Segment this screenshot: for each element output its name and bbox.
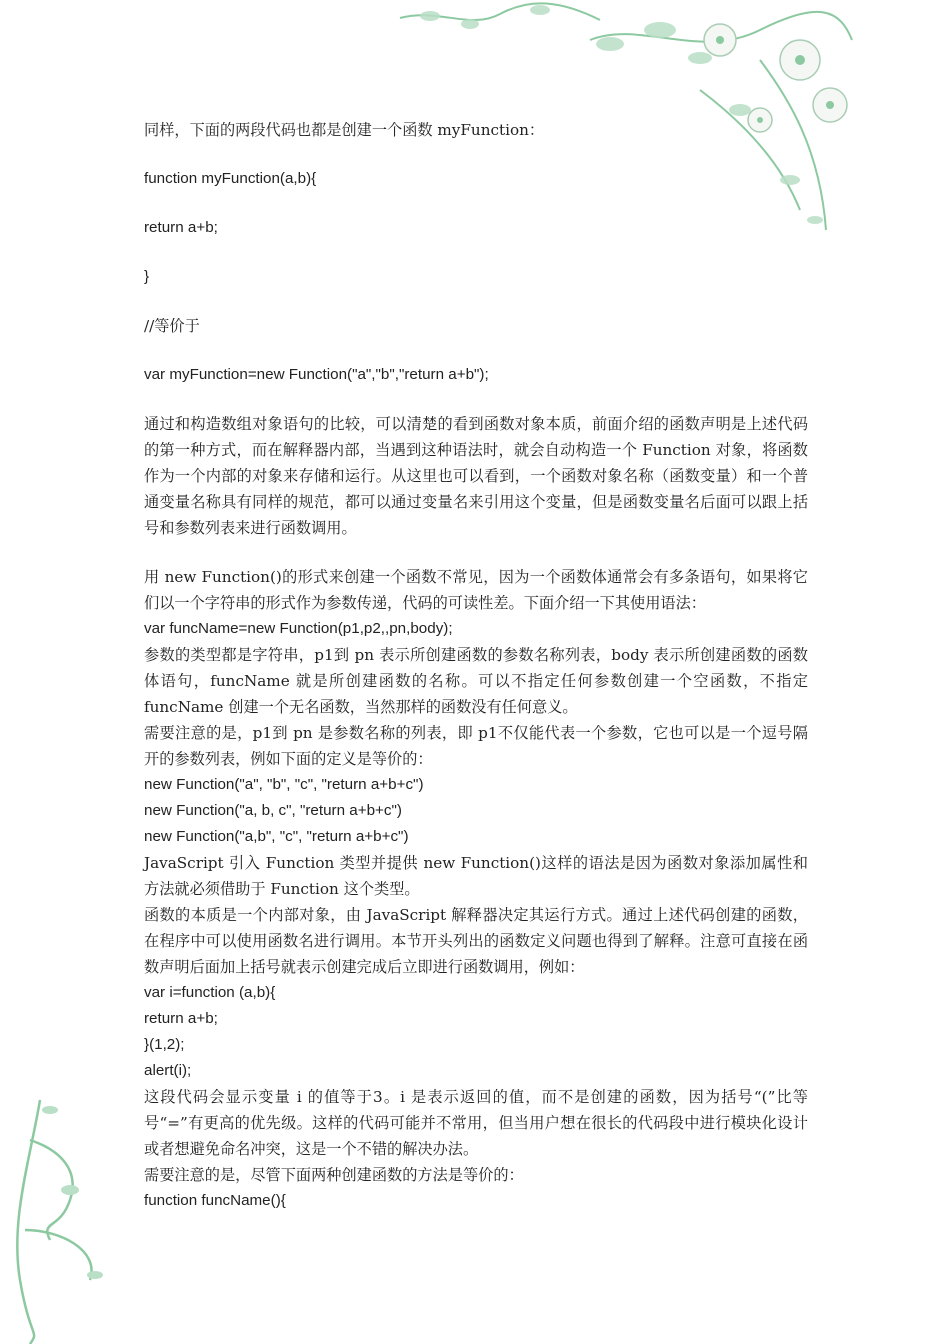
paragraph: 函数的本质是一个内部对象，由 JavaScript 解释器决定其运行方式。通过上述代码创建的函数，在程序中可以使用函数名进行调用。本节开头列出的函数定义问题也得到了解释。注意可直接在函数声明后面加上括号就表示创建完成后立即进行函数调用，例如：	[144, 906, 808, 976]
paragraph-gap	[144, 541, 808, 564]
code-line: function funcName(){	[144, 1192, 286, 1209]
code-line: return a+b;	[144, 1010, 218, 1027]
paragraph: //等价于	[144, 317, 200, 335]
paragraph-gap	[144, 339, 808, 362]
code-line: var i=function (a,b){	[144, 984, 276, 1001]
paragraph-gap	[144, 143, 808, 166]
paragraph: 用 new Function()的形式来创建一个函数不常见，因为一个函数体通常会有多条语句，如果将它们以一个字符串的形式作为参数传递，代码的可读性差。下面介绍一下其使用语法：	[144, 568, 808, 612]
paragraph: 需要注意的是，尽管下面两种创建函数的方法是等价的：	[144, 1166, 524, 1184]
code-line: function myFunction(a,b){	[144, 170, 317, 187]
document-body	[144, 117, 808, 1214]
paragraph: 同样，下面的两段代码也都是创建一个函数 myFunction：	[144, 121, 545, 139]
paragraph-gap	[144, 192, 808, 215]
paragraph-gap	[144, 388, 808, 411]
paragraph: 需要注意的是，p1到 pn 是参数名称的列表，即 p1不仅能代表一个参数，它也可以是一个逗号隔开的参数列表，例如下面的定义是等价的：	[144, 724, 808, 768]
curly-vine-icon	[0, 1080, 160, 1344]
code-line: }(1,2);	[144, 1036, 185, 1053]
code-line: var myFunction=new Function("a","b","return a+b");	[144, 366, 489, 383]
paragraph: 参数的类型都是字符串，p1到 pn 表示所创建函数的参数名称列表，body 表示所创建函数的函数体语句，funcName 就是所创建函数的名称。可以不指定任何参数创建一个空函数，不指定 funcName 创建一个无名函数，当然那样的函数没有任何意义。	[144, 646, 808, 716]
code-line: return a+b;	[144, 219, 218, 236]
paragraph: JavaScript 引入 Function 类型并提供 new Function()这样的语法是因为函数对象添加属性和方法就必须借助于 Function 这个类型。	[144, 854, 808, 898]
code-line: new Function("a", "b", "c", "return a+b+c")	[144, 776, 424, 793]
code-line: alert(i);	[144, 1062, 192, 1079]
code-line: }	[144, 268, 150, 285]
paragraph-gap	[144, 241, 808, 264]
paragraph-gap	[144, 290, 808, 313]
paragraph: 通过和构造数组对象语句的比较，可以清楚的看到函数对象本质，前面介绍的函数声明是上述代码的第一种方式，而在解释器内部，当遇到这种语法时，就会自动构造一个 Function 对象，将函数作为一个内部的对象来存储和运行。从这里也可以看到，一个函数对象名称（函数变量）和一个普通变量名称具有同样的规范，都可以通过变量名来引用这个变量，但是函数变量名后面可以跟上括号和参数列表来进行函数调用。	[144, 415, 808, 537]
code-line: new Function("a,b", "c", "return a+b+c")	[144, 828, 409, 845]
code-line: new Function("a, b, c", "return a+b+c")	[144, 802, 402, 819]
code-line: var funcName=new Function(p1,p2,,pn,body);	[144, 620, 453, 637]
paragraph: 这段代码会显示变量 i 的值等于3。i 是表示返回的值，而不是创建的函数，因为括号“(”比等号“=”有更高的优先级。这样的代码可能并不常用，但当用户想在很长的代码段中进行模块化设计或者想避免命名冲突，这是一个不错的解决办法。	[144, 1088, 808, 1158]
